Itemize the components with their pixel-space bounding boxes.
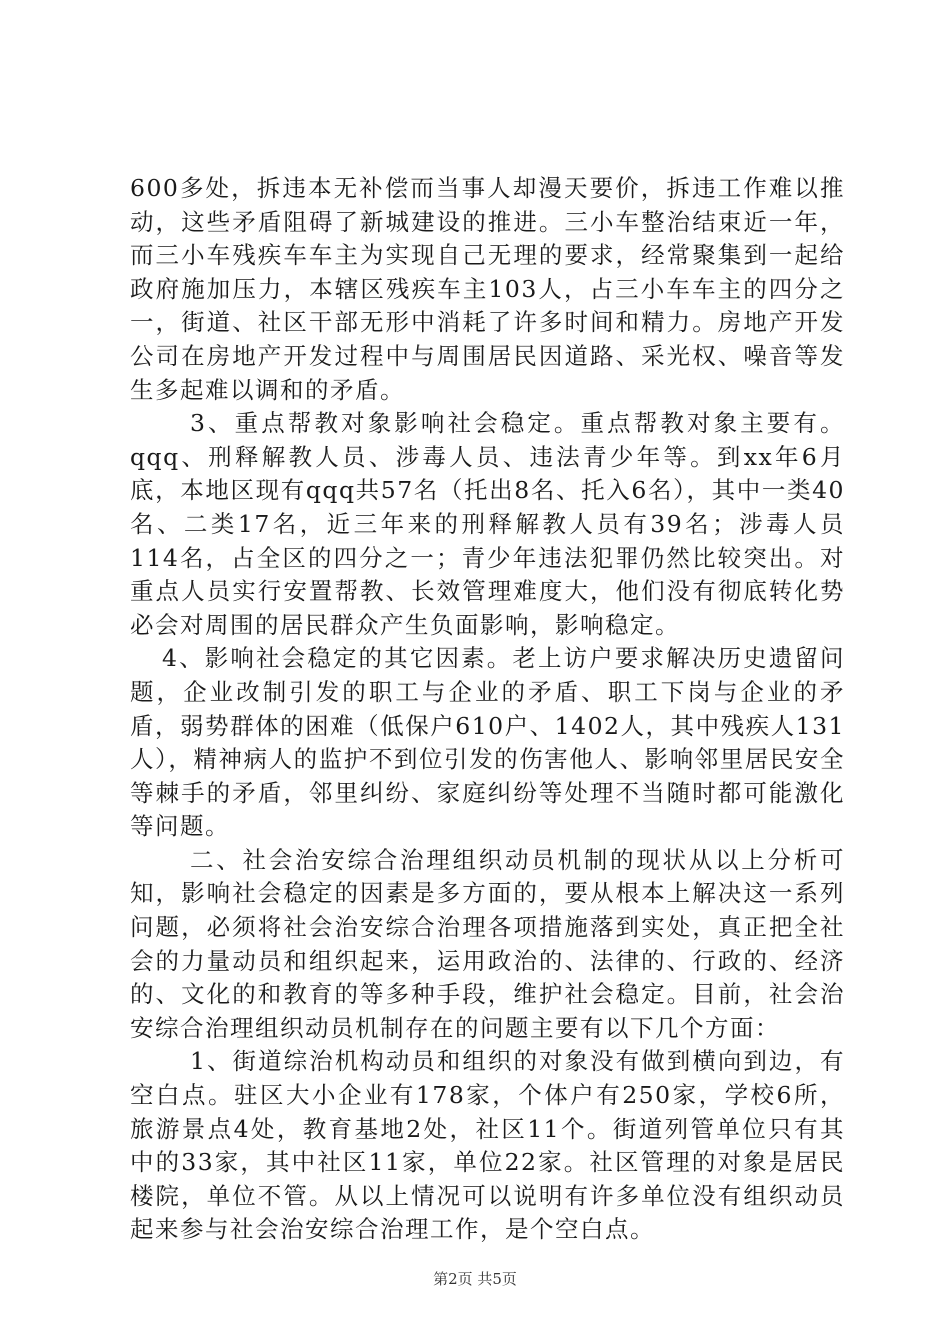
page-footer: 第2页 共5页	[433, 1270, 517, 1288]
paragraph-other-factors: 4、影响社会稳定的其它因素。老上访户要求解决历史遗留问题，企业改制引发的职工与企业的矛盾、职工下岗与企业的矛盾，弱势群体的困难（低保户610户、1402人，其中残疾人131人），精神病人的监护不到位引发的伤害他人、影响邻里居民安全等棘手的矛盾，邻里纠纷、家庭纠纷等处理不当随时都可能激化等问题。	[130, 644, 845, 841]
document-body	[130, 172, 845, 1247]
paragraph-section-two: 二、社会治安综合治理组织动员机制的现状从以上分析可知，影响社会稳定的因素是多方面的，要从根本上解决这一系列问题，必须将社会治安综合治理各项措施落到实处，真正把全社会的力量动员和组织起来，运用政治的、法律的、行政的、经济的、文化的和教育的等多种手段，维护社会稳定。目前，社会治安综合治理组织动员机制存在的问题主要有以下几个方面：	[130, 845, 845, 1042]
paragraph-continuation: 600多处，拆违本无补偿而当事人却漫天要价，拆违工作难以推动，这些矛盾阻碍了新城建设的推进。三小车整治结束近一年，而三小车残疾车车主为实现自己无理的要求，经常聚集到一起给政府施加压力，本辖区残疾车主103人，占三小车车主的四分之一，街道、社区干部无形中消耗了许多时间和精力。房地产开发公司在房地产开发过程中与周围居民因道路、采光权、噪音等发生多起难以调和的矛盾。	[130, 174, 845, 404]
paragraph-key-supervision: 3、重点帮教对象影响社会稳定。重点帮教对象主要有。qqq、刑释解教人员、涉毒人员、违法青少年等。到xx年6月底，本地区现有qqq共57名（托出8名、托入6名），其中一类40名、二类17名，近三年来的刑释解教人员有39名；涉毒人员114名，占全区的四分之一；青少年违法犯罪仍然比较突出。对重点人员实行安置帮教、长效管理难度大，他们没有彻底转化势必会对周围的居民群众产生负面影响，影响稳定。	[130, 409, 845, 639]
paragraph-item-one: 1、街道综治机构动员和组织的对象没有做到横向到边，有空白点。驻区大小企业有178家，个体户有250家，学校6所，旅游景点4处，教育基地2处，社区11个。街道列管单位只有其中的33家，其中社区11家，单位22家。社区管理的对象是居民楼院，单位不管。从以上情况可以说明有许多单位没有组织动员起来参与社会治安综合治理工作，是个空白点。	[130, 1047, 845, 1244]
